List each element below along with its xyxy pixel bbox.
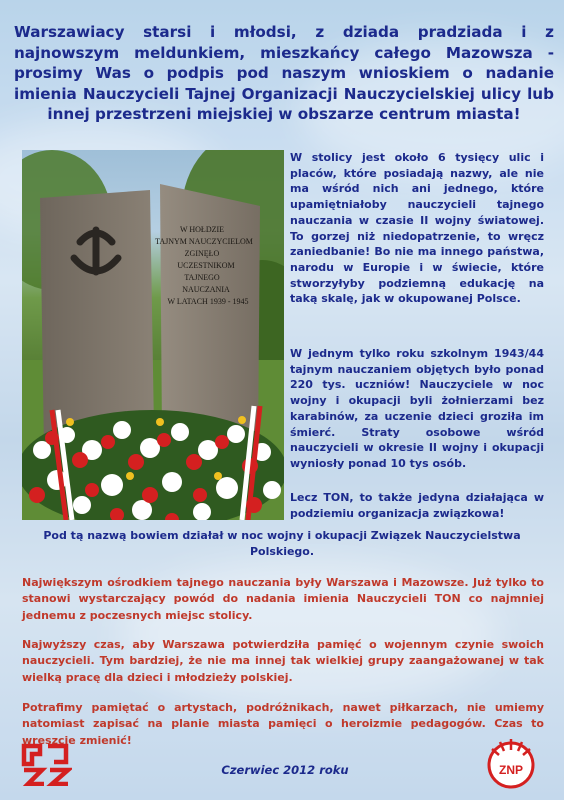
plaque-line: ZGINĘŁO — [184, 249, 220, 258]
plaque-line: W LATACH 1939 - 1945 — [167, 297, 249, 306]
statistics-paragraph: W jednym tylko roku szkolnym 1943/44 tajnym nauczaniem objętych było ponad 220 tys. uczniów! Nauczyciele w noc wojny i okupacji byli żołnierzami bez karabinów, za uczenie dzieci groziła im śmierć. Straty osobowe wśród nauczycieli w okresie II wojny i okupacji wyniosły ponad 10 tys osób. — [290, 347, 544, 470]
plaque-line: W HOŁDZIE — [179, 225, 225, 234]
warsaw-paragraph: Największym ośrodkiem tajnego nauczania były Warszawa i Mazowsze. Już tylko to stanowi wystarczający powód do nadania imienia Nauczycieli TON co najmniej jednemu z poczesnych miejsc stolicy. — [22, 576, 544, 622]
organization-logo-left — [20, 742, 72, 786]
plaque-line: UCZESTNIKOM — [177, 261, 235, 270]
footer-date: Czerwiec 2012 roku — [221, 763, 349, 777]
logo-left-icon — [20, 742, 72, 786]
closing-paragraph: Potrafimy pamiętać o artystach, podróżnikach, nawet piłkarzach, nie umiemy natomiast zapisać na planie miasta pamięci o heroizmie pedagogów. Czas to wreszcie zmienić! — [22, 701, 544, 747]
monument-illustration — [22, 150, 284, 520]
intro-paragraph: W stolicy jest około 6 tysięcy ulic i placów, które posiadają nazwy, ale nie ma wśród nich ani jednego, które upamiętniałoby nauczycieli tajnego nauczania w czasie II wojny światowej. To gorzej niż niedopatrzenie, to wręcz zaniedbanie! Bo nie ma innego państwa, narodu w Europie i w świecie, które stworzyłyby podziemną edukację na taką skalę, jak w okupowanej Polsce. — [290, 151, 544, 306]
headline: Warszawiacy starsi i młodsi, z dziada pradziada i z najnowszym meldunkiem, mieszkańcy całego Mazowsza - prosimy Was o podpis pod naszym wnioskiem o nadanie imienia Nauczycieli Tajnej Organizacji Nauczycielskiej ulicy lub innej przestrzeni miejskiej w obszarze centrum miasta! — [14, 23, 554, 123]
znp-logo-icon — [486, 736, 536, 792]
znp-logo — [486, 736, 536, 792]
right-stone — [160, 184, 260, 450]
ton-paragraph: Lecz TON, to także jedyna działająca w podziemiu organizacja związkowa! — [290, 491, 544, 520]
memory-paragraph: Najwyższy czas, aby Warszawa potwierdziła pamięć o wojennym czynie swoich nauczycieli. Tym bardziej, że nie ma innej tak wielkiej grupy zaangażowanej w tak wielką pracę dla dzieci i młodzieży polskiej. — [22, 638, 544, 684]
plaque-line: TAJNYM NAUCZYCIELOM — [155, 237, 253, 246]
znp-logo-text: ZNP — [499, 763, 523, 777]
plaque-line: NAUCZANIA — [182, 285, 230, 294]
plaque-line: TAJNEGO — [184, 273, 220, 282]
monument-photo — [22, 150, 284, 520]
znp-paragraph: Pod tą nazwą bowiem działał w noc wojny i okupacji Związek Nauczycielstwa Polskiego. — [43, 529, 521, 558]
